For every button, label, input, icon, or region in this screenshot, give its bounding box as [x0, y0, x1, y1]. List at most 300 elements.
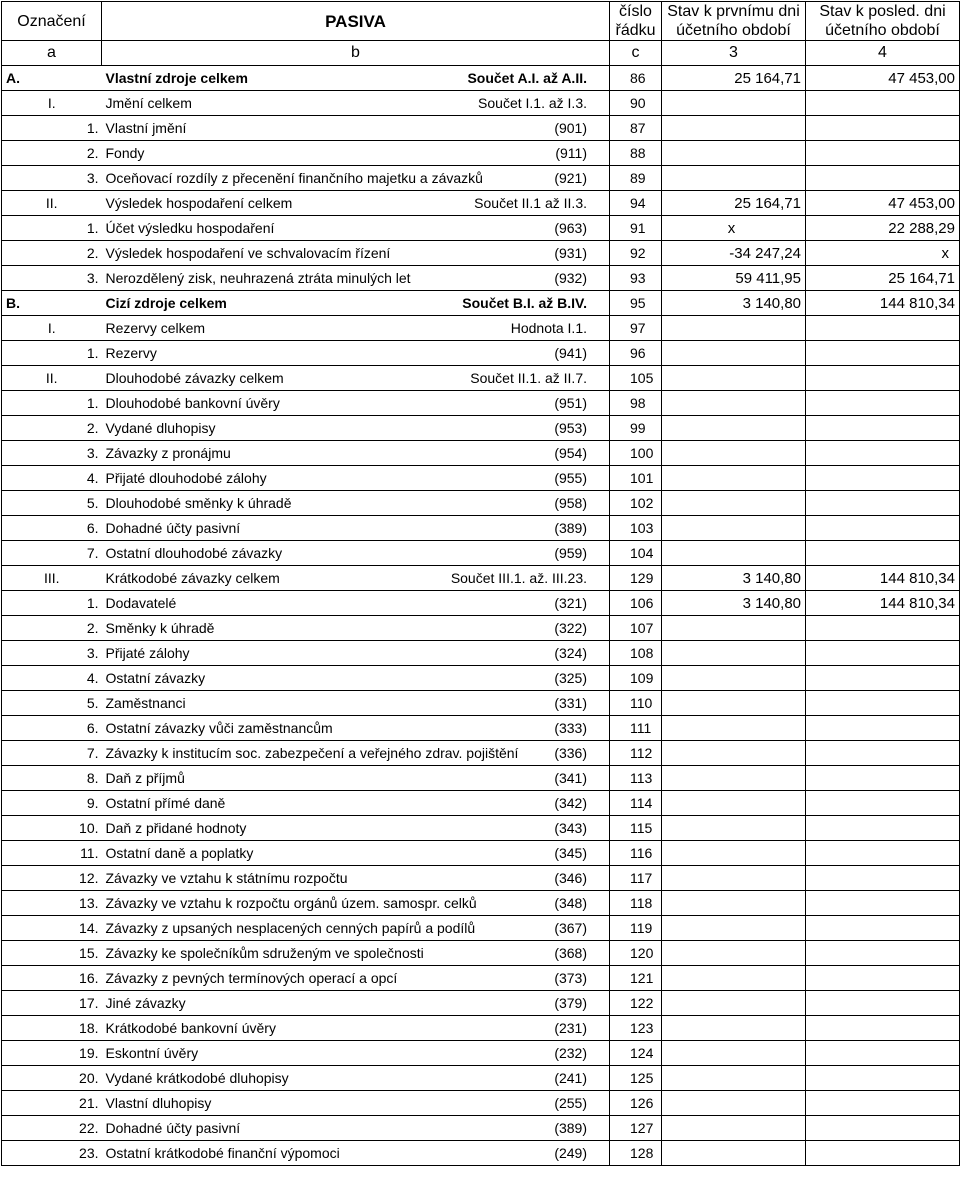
row-name-cell [102, 541, 610, 566]
row-value-last [806, 716, 960, 741]
row-value-first [662, 866, 806, 891]
row-value-first [662, 341, 806, 366]
table-body [2, 66, 960, 1166]
row-value-last: x [806, 241, 960, 266]
row-value-first [662, 541, 806, 566]
row-oznaceni: 4. [2, 666, 102, 691]
row-name-cell [102, 991, 610, 1016]
row-name: Ostatní závazky [105, 670, 206, 686]
row-name-cell [102, 816, 610, 841]
row-name: Závazky ve vztahu k státnímu rozpočtu [105, 870, 348, 886]
row-number: 113 [610, 766, 662, 791]
subheader-4: 4 [806, 41, 960, 66]
row-name: Vydané dluhopisy [105, 420, 216, 436]
row-name-cell [102, 741, 610, 766]
row-oznaceni: 15. [2, 941, 102, 966]
row-value-last [806, 116, 960, 141]
row-number: 95 [610, 291, 662, 316]
table-row [2, 166, 960, 191]
row-value-first [662, 741, 806, 766]
row-number: 98 [610, 391, 662, 416]
table-row [2, 341, 960, 366]
table-row [2, 966, 960, 991]
row-number: 129 [610, 566, 662, 591]
row-oznaceni: 6. [2, 516, 102, 541]
row-value-last [806, 791, 960, 816]
row-name-cell [102, 316, 610, 341]
table-row [2, 1116, 960, 1141]
row-code: (921) [554, 170, 587, 186]
table-row [2, 1141, 960, 1166]
row-name: Daň z přidané hodnoty [105, 820, 247, 836]
row-oznaceni: 5. [2, 491, 102, 516]
row-name: Krátkodobé závazky celkem [105, 570, 280, 586]
table-row [2, 866, 960, 891]
row-name: Rezervy celkem [105, 320, 206, 336]
row-value-last [806, 341, 960, 366]
header-pasiva: PASIVA [102, 2, 610, 41]
row-number: 120 [610, 941, 662, 966]
row-name: Nerozdělený zisk, neuhrazená ztráta minulých let [105, 270, 411, 286]
row-number: 115 [610, 816, 662, 841]
row-value-first: 25 164,71 [662, 66, 806, 91]
row-value-first [662, 791, 806, 816]
row-number: 127 [610, 1116, 662, 1141]
row-name: Závazky z upsaných nesplacených cenných papírů a podílů [105, 920, 476, 936]
row-value-last [806, 466, 960, 491]
header-stav1-line2: účetního období [676, 22, 791, 39]
table-row [2, 516, 960, 541]
row-value-first [662, 641, 806, 666]
row-name: Výsledek hospodaření ve schvalovacím řízení [105, 245, 391, 261]
row-oznaceni: 1. [2, 116, 102, 141]
row-code: (232) [554, 1045, 587, 1061]
row-oznaceni: 9. [2, 791, 102, 816]
row-name: Jiné závazky [105, 995, 186, 1011]
table-row [2, 191, 960, 216]
row-name: Dohadné účty pasivní [105, 520, 241, 536]
row-name: Závazky k institucím soc. zabezpečení a veřejného zdrav. pojištění [105, 745, 519, 761]
table-row [2, 466, 960, 491]
row-name: Ostatní dlouhodobé závazky [105, 545, 283, 561]
table-row [2, 616, 960, 641]
row-name-cell [102, 616, 610, 641]
row-name: Vydané krátkodobé dluhopisy [105, 1070, 289, 1086]
row-oznaceni: 8. [2, 766, 102, 791]
row-value-first [662, 1066, 806, 1091]
header-stav-posledni [806, 2, 960, 41]
row-value-last [806, 641, 960, 666]
row-oznaceni: 10. [2, 816, 102, 841]
row-code: (325) [554, 670, 587, 686]
row-value-first: 3 140,80 [662, 291, 806, 316]
subheader-c: c [610, 41, 662, 66]
row-value-first: x [662, 216, 806, 241]
row-code: (367) [554, 920, 587, 936]
row-number: 107 [610, 616, 662, 641]
row-number: 100 [610, 441, 662, 466]
row-value-first [662, 116, 806, 141]
row-name-cell [102, 91, 610, 116]
row-number: 90 [610, 91, 662, 116]
table-row [2, 1041, 960, 1066]
row-name-cell [102, 1141, 610, 1166]
row-oznaceni: 19. [2, 1041, 102, 1066]
row-name: Ostatní závazky vůči zaměstnancům [105, 720, 333, 736]
table-row [2, 816, 960, 841]
row-number: 118 [610, 891, 662, 916]
row-oznaceni: 3. [2, 641, 102, 666]
row-oznaceni: B. [2, 291, 102, 316]
row-value-last: 144 810,34 [806, 291, 960, 316]
row-code: Součet A.I. až A.II. [467, 70, 587, 86]
row-oznaceni: 21. [2, 1091, 102, 1116]
row-name: Vlastní dluhopisy [105, 1095, 212, 1111]
table-row [2, 91, 960, 116]
subheader-b: b [102, 41, 610, 66]
row-oznaceni: 20. [2, 1066, 102, 1091]
row-code: (231) [554, 1020, 587, 1036]
row-value-last [806, 866, 960, 891]
row-code: (345) [554, 845, 587, 861]
row-name-cell [102, 141, 610, 166]
table-row [2, 916, 960, 941]
row-value-first [662, 516, 806, 541]
row-name: Závazky z pronájmu [105, 445, 231, 461]
row-value-last [806, 941, 960, 966]
row-number: 109 [610, 666, 662, 691]
row-oznaceni: 1. [2, 591, 102, 616]
row-oznaceni: 14. [2, 916, 102, 941]
row-name: Závazky ke společníkům sdruženým ve společnosti [105, 945, 424, 961]
row-code: (341) [554, 770, 587, 786]
row-value-last [806, 666, 960, 691]
row-number: 125 [610, 1066, 662, 1091]
row-oznaceni: A. [2, 66, 102, 91]
table-row [2, 766, 960, 791]
row-code: (348) [554, 895, 587, 911]
row-code: (941) [554, 345, 587, 361]
header-stav-prvni [662, 2, 806, 41]
header-stav2-line1: Stav k posled. dni [819, 3, 946, 20]
row-value-first [662, 966, 806, 991]
row-number: 126 [610, 1091, 662, 1116]
row-number: 105 [610, 366, 662, 391]
row-value-last [806, 391, 960, 416]
row-value-first [662, 141, 806, 166]
row-oznaceni: 1. [2, 391, 102, 416]
row-name-cell [102, 566, 610, 591]
balance-sheet-table [1, 1, 960, 1166]
row-code: (389) [554, 1120, 587, 1136]
row-name: Dlouhodobé závazky celkem [105, 370, 284, 386]
row-value-last [806, 1091, 960, 1116]
row-name: Dohadné účty pasivní [105, 1120, 241, 1136]
row-name: Daň z příjmů [105, 770, 185, 786]
row-value-first: 25 164,71 [662, 191, 806, 216]
row-value-last [806, 966, 960, 991]
row-number: 101 [610, 466, 662, 491]
row-number: 106 [610, 591, 662, 616]
row-code: (953) [554, 420, 587, 436]
row-number: 93 [610, 266, 662, 291]
row-name: Eskontní úvěry [105, 1045, 199, 1061]
row-code: (324) [554, 645, 587, 661]
row-name-cell [102, 941, 610, 966]
row-name: Dlouhodobé směnky k úhradě [105, 495, 292, 511]
row-code: Součet III.1. až. III.23. [450, 570, 587, 586]
header-cislo-radku [610, 2, 662, 41]
row-number: 121 [610, 966, 662, 991]
row-value-last [806, 416, 960, 441]
table-row [2, 691, 960, 716]
row-number: 91 [610, 216, 662, 241]
row-name-cell [102, 716, 610, 741]
row-code: (249) [554, 1145, 587, 1161]
row-code: (951) [554, 395, 587, 411]
row-oznaceni: I. [2, 316, 102, 341]
row-value-last: 47 453,00 [806, 66, 960, 91]
row-code: (342) [554, 795, 587, 811]
row-number: 110 [610, 691, 662, 716]
row-value-last [806, 1066, 960, 1091]
row-oznaceni: II. [2, 191, 102, 216]
table-row [2, 566, 960, 591]
row-value-first [662, 991, 806, 1016]
row-value-last [806, 841, 960, 866]
row-value-last: 47 453,00 [806, 191, 960, 216]
row-name-cell [102, 666, 610, 691]
row-name: Fondy [105, 145, 145, 161]
table-row [2, 266, 960, 291]
table-row [2, 891, 960, 916]
row-code: Hodnota I.1. [510, 320, 587, 336]
row-value-last [806, 316, 960, 341]
row-value-first: 59 411,95 [662, 266, 806, 291]
row-value-first [662, 666, 806, 691]
row-code: (333) [554, 720, 587, 736]
row-value-last [806, 141, 960, 166]
table-subheader [2, 41, 960, 66]
row-code: Součet B.I. až B.IV. [462, 295, 587, 311]
row-oznaceni: 1. [2, 341, 102, 366]
row-oznaceni: 22. [2, 1116, 102, 1141]
row-value-last [806, 816, 960, 841]
row-code: (932) [554, 270, 587, 286]
row-name: Přijaté dlouhodobé zálohy [105, 470, 267, 486]
row-value-first [662, 1141, 806, 1166]
row-value-last [806, 491, 960, 516]
row-code: (901) [554, 120, 587, 136]
row-value-first [662, 941, 806, 966]
row-value-last: 25 164,71 [806, 266, 960, 291]
row-name: Vlastní zdroje celkem [105, 70, 248, 86]
row-name-cell [102, 1091, 610, 1116]
row-value-last [806, 1141, 960, 1166]
row-value-last [806, 541, 960, 566]
row-name-cell [102, 691, 610, 716]
table-row [2, 641, 960, 666]
row-number: 94 [610, 191, 662, 216]
row-name: Oceňovací rozdíly z přecenění finančního majetku a závazků [105, 170, 483, 186]
row-oznaceni: 3. [2, 441, 102, 466]
row-code: (954) [554, 445, 587, 461]
row-name: Krátkodobé bankovní úvěry [105, 1020, 276, 1036]
row-code: (379) [554, 995, 587, 1011]
row-value-first: 3 140,80 [662, 566, 806, 591]
row-name-cell [102, 391, 610, 416]
row-value-last [806, 366, 960, 391]
row-name-cell [102, 366, 610, 391]
row-value-first [662, 466, 806, 491]
row-value-first [662, 916, 806, 941]
row-oznaceni: II. [2, 366, 102, 391]
row-value-first [662, 166, 806, 191]
row-name-cell [102, 841, 610, 866]
row-value-last [806, 1116, 960, 1141]
table-row [2, 216, 960, 241]
row-name: Účet výsledku hospodaření [105, 220, 275, 236]
row-name: Závazky z pevných termínových operací a opcí [105, 970, 398, 986]
row-oznaceni: 18. [2, 1016, 102, 1041]
row-name-cell [102, 166, 610, 191]
row-oznaceni: 16. [2, 966, 102, 991]
subheader-3: 3 [662, 41, 806, 66]
row-number: 122 [610, 991, 662, 1016]
row-code: (955) [554, 470, 587, 486]
row-code: (336) [554, 745, 587, 761]
table-row [2, 291, 960, 316]
row-number: 104 [610, 541, 662, 566]
row-oznaceni: 2. [2, 241, 102, 266]
row-oznaceni: 2. [2, 416, 102, 441]
row-number: 124 [610, 1041, 662, 1066]
row-number: 123 [610, 1016, 662, 1041]
row-name: Ostatní daně a poplatky [105, 845, 254, 861]
row-name: Rezervy [105, 345, 157, 361]
row-value-first [662, 616, 806, 641]
row-name-cell [102, 341, 610, 366]
row-value-last [806, 91, 960, 116]
row-value-first [662, 716, 806, 741]
row-value-last: 144 810,34 [806, 566, 960, 591]
row-name-cell [102, 466, 610, 491]
row-name-cell [102, 291, 610, 316]
row-value-last [806, 766, 960, 791]
row-name-cell [102, 641, 610, 666]
row-number: 102 [610, 491, 662, 516]
row-name-cell [102, 1041, 610, 1066]
row-value-first [662, 491, 806, 516]
row-code: (958) [554, 495, 587, 511]
row-name-cell [102, 241, 610, 266]
row-name: Jmění celkem [105, 95, 192, 111]
row-name: Vlastní jmění [105, 120, 187, 136]
row-value-first [662, 316, 806, 341]
table-row [2, 941, 960, 966]
row-value-first [662, 391, 806, 416]
table-row [2, 541, 960, 566]
row-value-first: 3 140,80 [662, 591, 806, 616]
row-name-cell [102, 891, 610, 916]
row-value-last: 22 288,29 [806, 216, 960, 241]
table-row [2, 666, 960, 691]
row-name: Výsledek hospodaření celkem [105, 195, 293, 211]
header-cislo-line1: číslo [619, 3, 652, 20]
row-code: (321) [554, 595, 587, 611]
row-oznaceni: 3. [2, 166, 102, 191]
row-value-first: -34 247,24 [662, 241, 806, 266]
row-value-first [662, 1041, 806, 1066]
row-name: Ostatní přímé daně [105, 795, 226, 811]
row-code: (389) [554, 520, 587, 536]
row-oznaceni: 11. [2, 841, 102, 866]
row-value-first [662, 766, 806, 791]
row-value-first [662, 816, 806, 841]
table-row [2, 391, 960, 416]
table-row [2, 591, 960, 616]
row-oznaceni: 13. [2, 891, 102, 916]
table-row [2, 441, 960, 466]
row-oznaceni: I. [2, 91, 102, 116]
row-name-cell [102, 766, 610, 791]
row-value-last [806, 916, 960, 941]
row-oznaceni: 23. [2, 1141, 102, 1166]
table-row [2, 716, 960, 741]
table-row [2, 991, 960, 1016]
row-oznaceni: 12. [2, 866, 102, 891]
row-number: 108 [610, 641, 662, 666]
table-row [2, 1016, 960, 1041]
table-row [2, 141, 960, 166]
row-name: Dlouhodobé bankovní úvěry [105, 395, 280, 411]
row-oznaceni: 4. [2, 466, 102, 491]
row-oznaceni: 2. [2, 616, 102, 641]
header-oznaceni: Označení [2, 2, 102, 41]
row-value-first [662, 366, 806, 391]
row-name-cell [102, 416, 610, 441]
row-name: Směnky k úhradě [105, 620, 215, 636]
row-number: 103 [610, 516, 662, 541]
table-row [2, 416, 960, 441]
row-number: 92 [610, 241, 662, 266]
row-code: (911) [555, 145, 587, 161]
row-name: Cizí zdroje celkem [105, 295, 227, 311]
row-number: 88 [610, 141, 662, 166]
header-cislo-line2: řádku [615, 22, 656, 39]
row-name-cell [102, 866, 610, 891]
row-value-first [662, 1116, 806, 1141]
row-name-cell [102, 216, 610, 241]
row-number: 99 [610, 416, 662, 441]
row-name-cell [102, 916, 610, 941]
row-code: (959) [554, 545, 587, 561]
row-value-last [806, 1041, 960, 1066]
row-name-cell [102, 491, 610, 516]
table-row [2, 741, 960, 766]
row-code: (331) [554, 695, 587, 711]
row-value-first [662, 891, 806, 916]
subheader-a: a [2, 41, 102, 66]
row-name-cell [102, 116, 610, 141]
row-number: 87 [610, 116, 662, 141]
row-name-cell [102, 966, 610, 991]
table-row [2, 841, 960, 866]
row-oznaceni: 5. [2, 691, 102, 716]
row-code: (373) [554, 970, 587, 986]
row-value-first [662, 416, 806, 441]
row-code: (346) [554, 870, 587, 886]
